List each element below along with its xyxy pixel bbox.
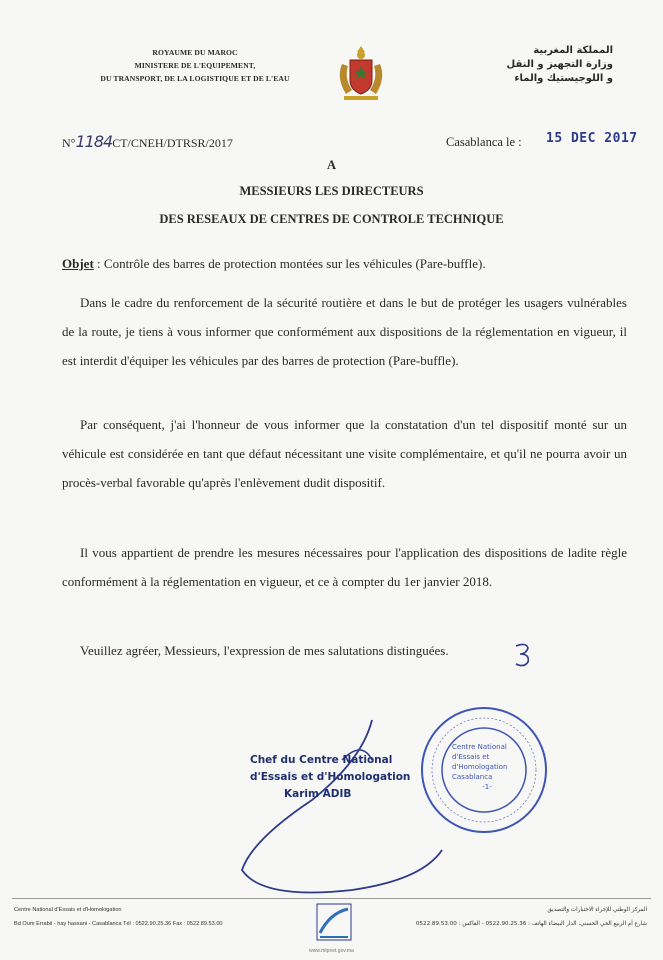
signature-name: Karim ADIB — [284, 788, 352, 800]
official-stamp — [418, 704, 550, 836]
header-right-line-2: وزارة التجهيز و النقل — [506, 59, 613, 70]
paragraph-2: Par conséquent, j'ai l'honneur de vous informer que la constatation d'un tel dispositif monté sur un véhicule est considérée en tant que défaut nécessitant une visite complémentaire, et qu'il ne pourra avoir un procès-verbal favorable qu'après l'enlèvement dudit dispositif. — [62, 417, 627, 490]
reference-suffix: CT/CNEH/DTRSR/2017 — [112, 136, 233, 150]
stamp-line-1: Centre National — [452, 743, 507, 751]
footer-divider — [12, 898, 651, 899]
reference-number — [62, 132, 233, 151]
stamp-line-2: d'Essais et — [452, 753, 490, 761]
header-right-line-1: المملكة المغربية — [533, 45, 613, 56]
subject-line — [62, 256, 486, 272]
header-right — [463, 44, 613, 86]
addressee-line-2: DES RESEAUX DE CENTRES DE CONTROLE TECHNIQUE — [159, 212, 504, 226]
footer-left-line-1: Centre National d'Essais et d'Homologation — [14, 907, 122, 913]
footer-right-line-1: المركز الوطني للإجراء الاختبارات والتصديق — [547, 907, 647, 913]
signature-line-2: d'Essais et d'Homologation — [250, 771, 411, 783]
addressee-to: A — [326, 158, 337, 172]
handwritten-initial-icon — [510, 640, 536, 670]
signature-block — [250, 752, 410, 803]
place-label: Casablanca le : — [446, 135, 522, 149]
header-left-line-1: ROYAUME DU MAROC — [152, 48, 238, 57]
footer-left — [14, 903, 223, 931]
reference-handwritten-number: 1184 — [75, 132, 113, 151]
subject-label: Objet — [62, 256, 94, 271]
stamp-text — [452, 742, 522, 792]
reference-prefix: N° — [62, 136, 76, 150]
signature-line-1: Chef du Centre National — [250, 754, 393, 766]
header-left-line-3: DU TRANSPORT, DE LA LOGISTIQUE ET DE L'EAU — [100, 74, 290, 83]
footer-right-line-2: شارع أم الربيع الحي الحسني، الدار البيضاء الهاتف : 0522.90.25.36 - الفاكس : 0522.89.53.00 — [415, 921, 647, 927]
paragraph-closing: Veuillez agréer, Messieurs, l'expression de mes salutations distinguées. — [80, 643, 449, 658]
header-left — [60, 46, 330, 85]
footer-right — [416, 903, 647, 931]
stamp-line-4: Casablanca — [452, 773, 493, 781]
stamp-line-5: -1- — [482, 783, 492, 791]
subject-text: : Contrôle des barres de protection montées sur les véhicules (Pare-buffle). — [93, 256, 486, 271]
moroccan-coat-of-arms-icon — [330, 42, 392, 104]
footer-left-line-2: Bd Oum Errabii - hay hassani - Casablanca Tél : 0522.90.25.36 Fax : 0522.89.53.00 — [14, 921, 223, 927]
date-stamp: 15 DEC 2017 — [546, 131, 638, 146]
header-left-line-2: MINISTERE DE L'EQUIPEMENT, — [134, 61, 256, 70]
addressee-line-1: MESSIEURS LES DIRECTEURS — [239, 184, 424, 198]
stamp-line-3: d'Homologation — [452, 763, 508, 771]
header-right-line-3: و اللوجيستيك والماء — [514, 73, 613, 84]
cneh-logo-icon — [316, 903, 352, 941]
footer-url: www.mtpnet.gov.ma — [309, 948, 354, 954]
paragraph-3: Il vous appartient de prendre les mesures nécessaires pour l'application des dispositions de ladite règle conformément à la réglementation en vigueur, et ce à compter du 1er janvier 2018. — [62, 545, 627, 589]
paragraph-1: Dans le cadre du renforcement de la sécurité routière et dans le but de protéger les usagers vulnérables de la route, je tiens à vous informer que conformément aux dispositions de la réglementation en vigueur, il est interdit d'équiper les véhicules par des barres de protection (Pare-buffle). — [62, 295, 627, 368]
